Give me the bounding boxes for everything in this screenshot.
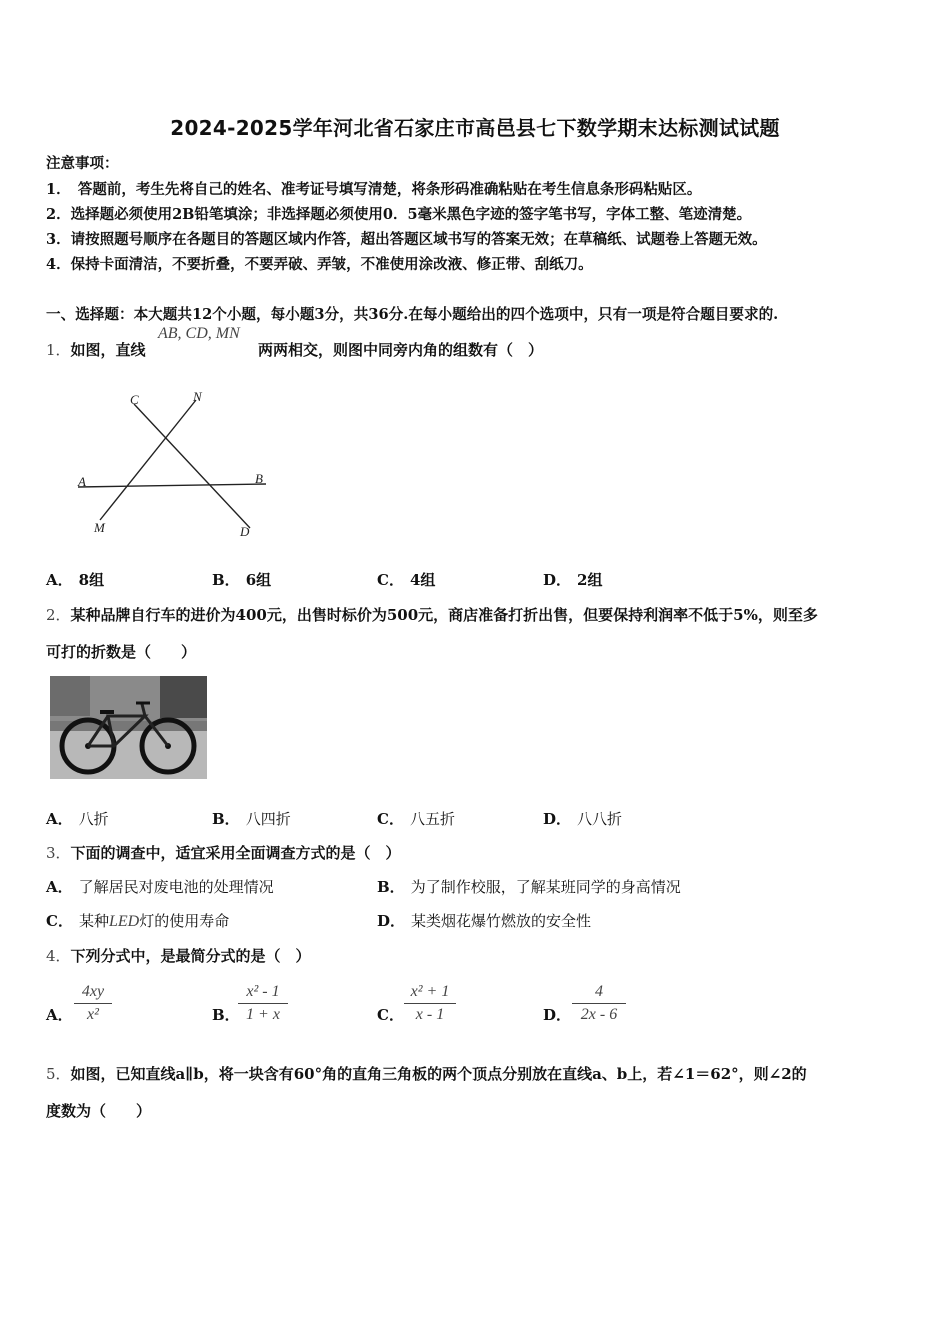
notice-item-2: 2．选择题必须使用2B铅笔填涂；非选择题必须使用0．5毫米黑色字迹的签字笔书写，字体工整、笔迹清楚。 — [46, 206, 752, 223]
question-4 — [46, 945, 311, 966]
question-2 — [46, 604, 818, 625]
question-number: 2． — [46, 606, 71, 624]
q4-option-c-fraction: x² + 1 x - 1 — [406, 981, 454, 1026]
q4-option-b-label[interactable]: B． — [212, 1006, 240, 1024]
q4-option-b-fraction: x² - 1 1 + x — [240, 981, 286, 1026]
question-3 — [46, 842, 401, 863]
q4-option-d-label[interactable]: D． — [543, 1006, 572, 1024]
q4-option-a-label[interactable]: A． — [46, 1006, 73, 1024]
q2-option-a[interactable]: A． 八折 — [46, 810, 109, 828]
line-cd — [134, 404, 250, 528]
question-1-text-post: 两两相交，则图中同旁内角的组数有（ ） — [258, 341, 544, 359]
question-number: 1． — [46, 341, 71, 359]
q3-option-a[interactable]: A． 了解居民对废电池的处理情况 — [46, 878, 274, 896]
notice-heading: 注意事项： — [46, 155, 119, 172]
q3-option-c[interactable]: C． 某种LED灯的使用寿命 — [46, 912, 230, 930]
q4-option-a-fraction: 4xy x² — [76, 981, 110, 1026]
question-3-text: 下面的调查中，适宜采用全面调查方式的是（ ） — [70, 844, 401, 862]
question-4-text: 下列分式中，是最简分式的是（ ） — [70, 947, 311, 965]
q2-option-c[interactable]: C． 八五折 — [377, 810, 455, 828]
q1-option-c[interactable]: C． 4组 — [377, 571, 436, 589]
label-m: M — [94, 520, 105, 535]
question-number: 3． — [46, 844, 71, 862]
q2-option-b[interactable]: B． 八四折 — [212, 810, 291, 828]
bicycle-photo — [50, 676, 207, 779]
question-2-line-2: 可打的折数是（ ） — [46, 643, 197, 661]
line-ab — [78, 484, 266, 487]
label-n: N — [193, 389, 202, 404]
page-title: 2024-2025学年河北省石家庄市高邑县七下数学期末达标测试试题 — [170, 116, 780, 140]
q3-option-b[interactable]: B． 为了制作校服，了解某班同学的身高情况 — [377, 878, 681, 896]
question-5-line-1: 如图，已知直线a∥b，将一块含有60°角的直角三角板的两个顶点分别放在直线a、b上，若∠1＝62°，则∠2的 — [70, 1065, 807, 1083]
question-5 — [46, 1063, 807, 1084]
label-b: B — [255, 471, 263, 486]
q2-option-d[interactable]: D． 八八折 — [543, 810, 623, 828]
notice-item-3: 3．请按照题号顺序在各题目的答题区域内作答，超出答题区域书写的答案无效；在草稿纸、试题卷上答题无效。 — [46, 231, 767, 248]
label-c: C — [130, 392, 139, 407]
q4-option-d-fraction: 4 2x - 6 — [574, 981, 624, 1026]
question-1-math: AB, CD, MN — [158, 325, 240, 342]
question-number: 4． — [46, 947, 71, 965]
label-a: A — [78, 474, 86, 489]
q1-option-b[interactable]: B． 6组 — [212, 571, 272, 589]
notice-item-1: 1． 答题前，考生先将自己的姓名、准考证号填写清楚，将条形码准确粘贴在考生信息条形码粘贴区。 — [46, 181, 702, 198]
notice-item-4: 4．保持卡面清洁，不要折叠，不要弄破、弄皱，不准使用涂改液、修正带、刮纸刀。 — [46, 256, 593, 273]
question-1-figure — [70, 388, 280, 540]
question-2-line-1: 某种品牌自行车的进价为400元，出售时标价为500元，商店准备打折出售，但要保持利润率不低于5%，则至多 — [70, 606, 818, 624]
q1-option-d[interactable]: D． 2组 — [543, 571, 603, 589]
q4-option-c-label[interactable]: C． — [377, 1006, 404, 1024]
section-1-heading: 一、选择题：本大题共12个小题，每小题3分，共36分.在每小题给出的四个选项中，只有一项是符合题目要求的. — [46, 306, 779, 323]
question-1-text-pre: 如图，直线 — [70, 341, 146, 359]
question-5-line-2: 度数为（ ） — [46, 1102, 152, 1120]
q3-option-d[interactable]: D． 某类烟花爆竹燃放的安全性 — [377, 912, 592, 930]
label-d: D — [240, 524, 250, 539]
question-1 — [46, 339, 146, 360]
q1-option-a[interactable]: A． 8组 — [46, 571, 105, 589]
question-number: 5． — [46, 1065, 71, 1083]
